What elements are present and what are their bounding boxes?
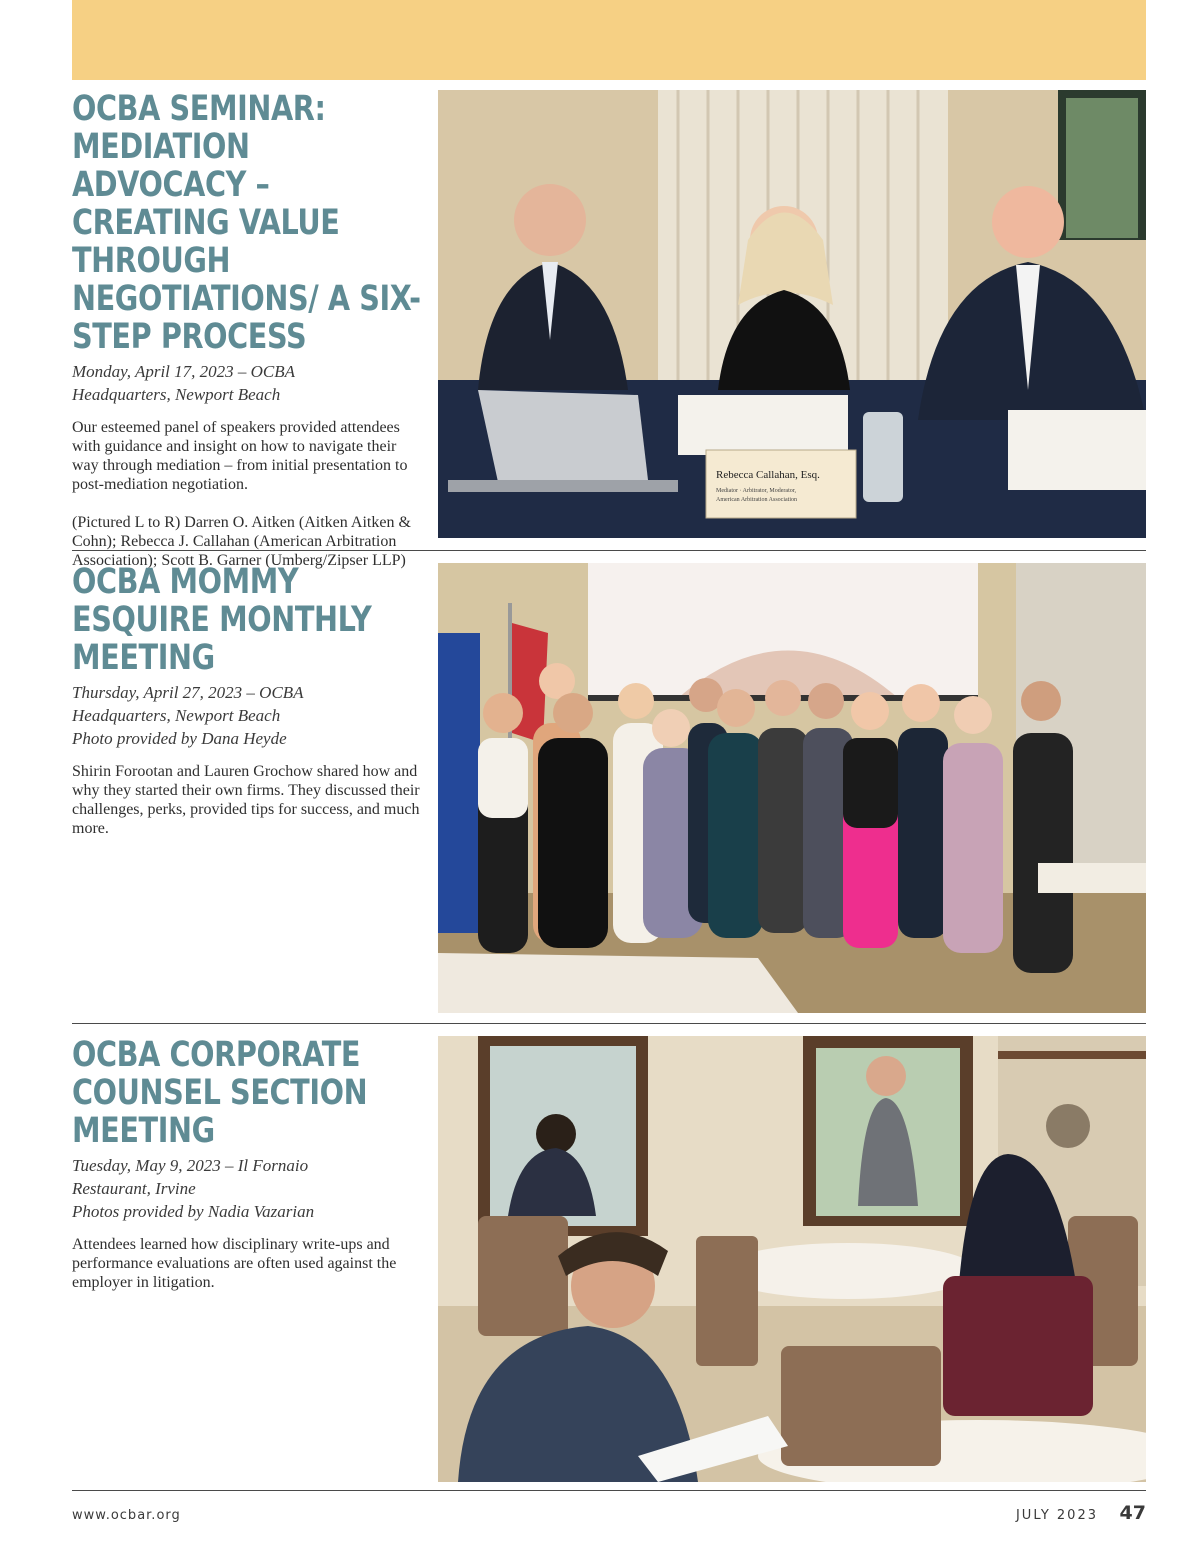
section-title: OCBA MOMMY ESQUIRE MONTHLY MEETING <box>72 562 372 678</box>
section-description: Our esteemed panel of speakers provided attendees with guidance and insight on how to navigate their way through mediation – from initial presentation to post-mediation negotiation. <box>72 419 408 493</box>
restaurant-meeting-photo <box>438 1036 1146 1482</box>
placard-name: Rebecca Callahan, Esq. <box>716 469 820 481</box>
page-number: 47 <box>1119 1502 1146 1524</box>
section-title: OCBA SEMINAR: MEDIATION ADVOCACY – CREATING VALUE THROUGH NEGOTIATIONS/ A SIX-STEP PROCESS <box>72 89 421 357</box>
event-date-location <box>72 1154 422 1223</box>
placard-org: American Arbitration Association <box>716 497 797 503</box>
section-text <box>72 90 422 570</box>
section-description: Attendees learned how disciplinary write-ups and performance evaluations are often used against the employer in litigation. <box>72 1236 397 1291</box>
event-date-location <box>72 360 422 406</box>
photo-caption: (Pictured L to R) Darren O. Aitken (Aitken Aitken & Cohn); Rebecca J. Callahan (American Arbitration Association); Scott B. Garner (Umberg/Zipser LLP) <box>72 514 411 569</box>
placard-role: Mediator · Arbitrator, Moderator, <box>716 488 796 494</box>
photo-credit: Photo provided by Dana Heyde <box>72 729 287 748</box>
section-title: OCBA CORPORATE COUNSEL SECTION MEETING <box>72 1035 368 1151</box>
event-location: Headquarters, Newport Beach <box>72 385 281 404</box>
event-date: Thursday, April 27, 2023 – OCBA <box>72 683 304 702</box>
section-divider <box>72 550 1146 551</box>
header-color-band <box>72 0 1146 80</box>
event-location: Restaurant, Irvine <box>72 1179 196 1198</box>
page-footer <box>72 1500 1146 1530</box>
group-meeting-photo <box>438 563 1146 1013</box>
footer-website[interactable]: www.ocbar.org <box>72 1508 181 1523</box>
event-date: Tuesday, May 9, 2023 – Il Fornaio <box>72 1156 309 1175</box>
section-description: Shirin Forootan and Lauren Grochow shared how and why they started their own firms. They discussed their challenges, perks, provided tips for success, and much more. <box>72 763 420 837</box>
event-date-location <box>72 681 422 750</box>
panel-speakers-photo <box>438 90 1146 538</box>
event-date: Monday, April 17, 2023 – OCBA <box>72 362 296 381</box>
section-text <box>72 1036 422 1292</box>
section-corporate-counsel <box>72 1036 1146 1484</box>
section-mediation-seminar <box>72 89 1146 569</box>
event-location: Headquarters, Newport Beach <box>72 706 281 725</box>
footer-issue-date: JULY 2023 <box>1015 1508 1098 1523</box>
section-mommy-esquire <box>72 563 1146 1013</box>
photo-credit: Photos provided by Nadia Vazarian <box>72 1202 315 1221</box>
section-text <box>72 563 422 838</box>
footer-divider <box>72 1490 1146 1491</box>
section-divider <box>72 1023 1146 1024</box>
